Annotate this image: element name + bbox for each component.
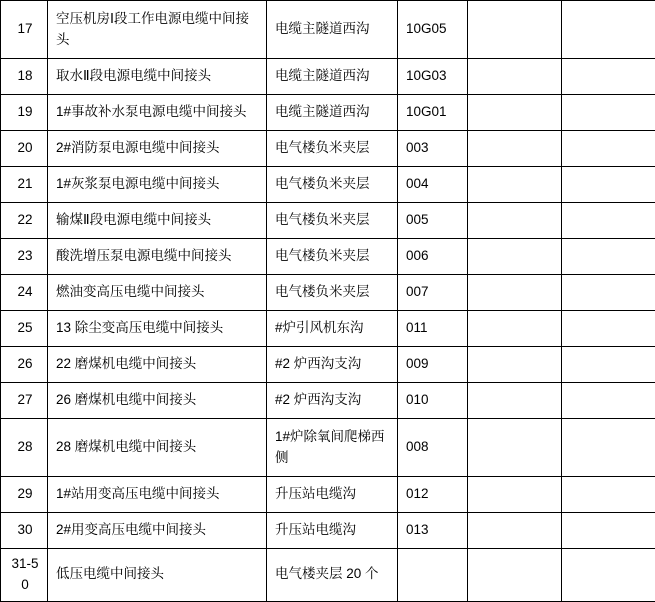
- cell-col5: [468, 311, 562, 347]
- cell-col6: [562, 167, 655, 203]
- cell-code: 10G01: [398, 95, 468, 131]
- cell-code: 010: [398, 383, 468, 419]
- table-row: [1, 167, 655, 203]
- cell-col5: [468, 477, 562, 513]
- cell-name: 低压电缆中间接头: [48, 549, 267, 602]
- cell-col5: [468, 131, 562, 167]
- cell-name: 2#消防泵电源电缆中间接头: [48, 131, 267, 167]
- cell-code: 006: [398, 239, 468, 275]
- cell-location: 升压站电缆沟: [267, 513, 398, 549]
- cell-col6: [562, 95, 655, 131]
- cell-location: 1#炉除氧间爬梯西侧: [267, 419, 398, 477]
- cell-name: 1#事故补水泵电源电缆中间接头: [48, 95, 267, 131]
- cell-number: 31-50: [1, 549, 48, 602]
- cell-number: 25: [1, 311, 48, 347]
- cell-number: 29: [1, 477, 48, 513]
- table-row: [1, 419, 655, 477]
- cell-col6: [562, 275, 655, 311]
- cell-col6: [562, 477, 655, 513]
- cell-col6: [562, 203, 655, 239]
- cell-code: 003: [398, 131, 468, 167]
- table-row: [1, 477, 655, 513]
- cell-col5: [468, 513, 562, 549]
- cell-number: 30: [1, 513, 48, 549]
- cell-code: 013: [398, 513, 468, 549]
- cell-col5: [468, 1, 562, 59]
- cell-location: 电气楼负米夹层: [267, 239, 398, 275]
- cell-code: 009: [398, 347, 468, 383]
- cell-location: #2 炉西沟支沟: [267, 347, 398, 383]
- cell-location: 电气楼负米夹层: [267, 167, 398, 203]
- cell-name: 输煤Ⅱ段电源电缆中间接头: [48, 203, 267, 239]
- cell-number: 21: [1, 167, 48, 203]
- cell-col5: [468, 549, 562, 602]
- cell-number: 22: [1, 203, 48, 239]
- cell-number: 27: [1, 383, 48, 419]
- cell-col6: [562, 549, 655, 602]
- cell-name: 28 磨煤机电缆中间接头: [48, 419, 267, 477]
- cell-location: 电气楼负米夹层: [267, 131, 398, 167]
- cell-col5: [468, 95, 562, 131]
- cell-number: 28: [1, 419, 48, 477]
- cell-code: 008: [398, 419, 468, 477]
- cell-col5: [468, 419, 562, 477]
- table-row: [1, 347, 655, 383]
- cell-location: 电缆主隧道西沟: [267, 95, 398, 131]
- cell-location: #炉引风机东沟: [267, 311, 398, 347]
- cell-code: 10G03: [398, 59, 468, 95]
- cell-col6: [562, 347, 655, 383]
- cell-name: 1#站用变高压电缆中间接头: [48, 477, 267, 513]
- table-row: [1, 239, 655, 275]
- cell-number: 26: [1, 347, 48, 383]
- cell-col6: [562, 239, 655, 275]
- cell-col5: [468, 347, 562, 383]
- table-row: [1, 383, 655, 419]
- cell-name: 1#灰浆泵电源电缆中间接头: [48, 167, 267, 203]
- table-row: [1, 1, 655, 59]
- table-body: [1, 1, 655, 602]
- cell-location: 电缆主隧道西沟: [267, 59, 398, 95]
- cell-location: 电气楼负米夹层: [267, 203, 398, 239]
- cell-name: 燃油变高压电缆中间接头: [48, 275, 267, 311]
- table-row: [1, 95, 655, 131]
- cell-col6: [562, 1, 655, 59]
- cell-col5: [468, 59, 562, 95]
- cell-name: 酸洗增压泵电源电缆中间接头: [48, 239, 267, 275]
- cell-col5: [468, 275, 562, 311]
- table-row: [1, 131, 655, 167]
- table-row: [1, 275, 655, 311]
- cell-name: 2#用变高压电缆中间接头: [48, 513, 267, 549]
- cell-code: 004: [398, 167, 468, 203]
- cell-location: 电气楼夹层 20 个: [267, 549, 398, 602]
- cell-name: 13 除尘变高压电缆中间接头: [48, 311, 267, 347]
- cell-col6: [562, 419, 655, 477]
- cell-location: 升压站电缆沟: [267, 477, 398, 513]
- table-row: [1, 513, 655, 549]
- cell-col6: [562, 131, 655, 167]
- cell-number: 20: [1, 131, 48, 167]
- table-row: [1, 549, 655, 602]
- table-row: [1, 59, 655, 95]
- table-row: [1, 203, 655, 239]
- cell-code: 007: [398, 275, 468, 311]
- cell-code: 005: [398, 203, 468, 239]
- cell-code: 011: [398, 311, 468, 347]
- cell-col5: [468, 203, 562, 239]
- cell-number: 18: [1, 59, 48, 95]
- cell-col5: [468, 239, 562, 275]
- cell-number: 23: [1, 239, 48, 275]
- cell-number: 19: [1, 95, 48, 131]
- cell-name: 26 磨煤机电缆中间接头: [48, 383, 267, 419]
- table-row: [1, 311, 655, 347]
- cell-code: [398, 549, 468, 602]
- cell-number: 24: [1, 275, 48, 311]
- cell-col5: [468, 167, 562, 203]
- cell-col6: [562, 383, 655, 419]
- cell-name: 22 磨煤机电缆中间接头: [48, 347, 267, 383]
- cell-col6: [562, 513, 655, 549]
- cell-col5: [468, 383, 562, 419]
- cell-col6: [562, 59, 655, 95]
- cell-code: 10G05: [398, 1, 468, 59]
- cell-location: #2 炉西沟支沟: [267, 383, 398, 419]
- cell-location: 电缆主隧道西沟: [267, 1, 398, 59]
- cell-code: 012: [398, 477, 468, 513]
- cell-name: 空压机房Ⅰ段工作电源电缆中间接头: [48, 1, 267, 59]
- cell-name: 取水Ⅱ段电源电缆中间接头: [48, 59, 267, 95]
- cell-location: 电气楼负米夹层: [267, 275, 398, 311]
- cell-col6: [562, 311, 655, 347]
- cell-number: 17: [1, 1, 48, 59]
